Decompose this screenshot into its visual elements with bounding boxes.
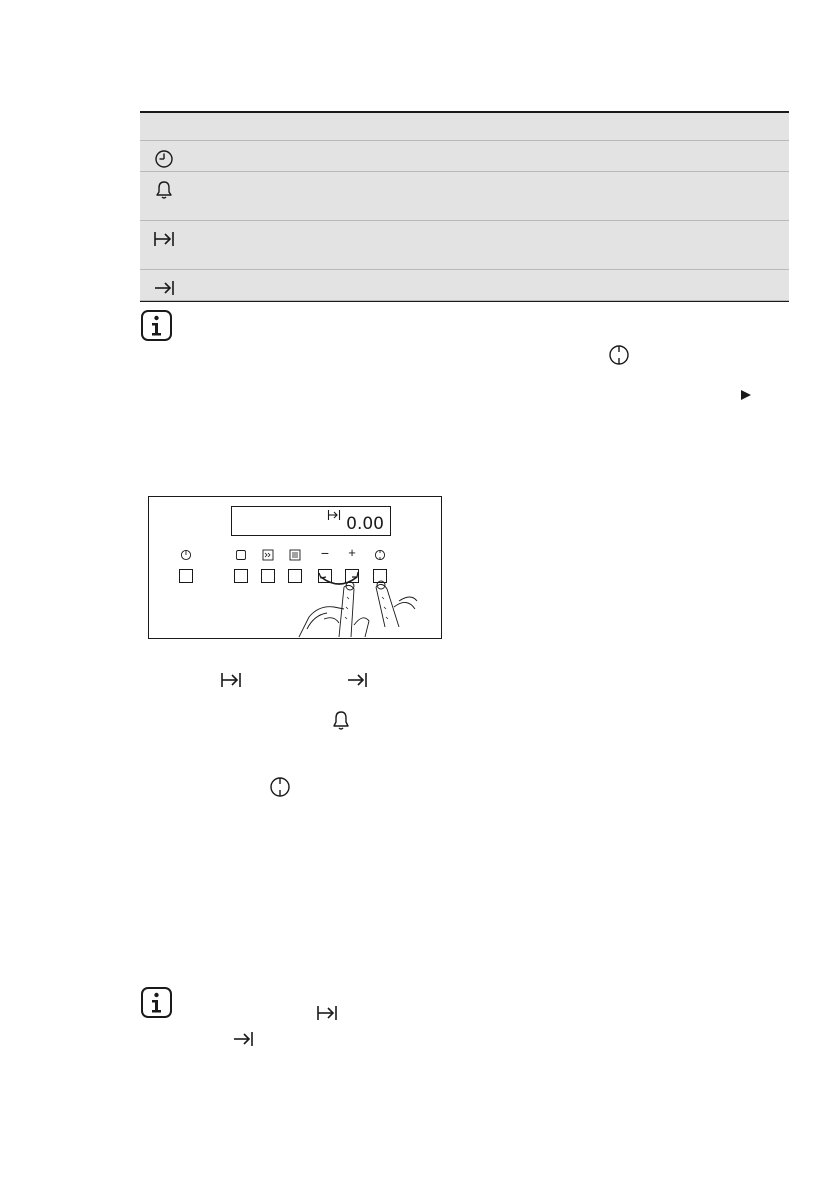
- bell-icon: [152, 180, 176, 198]
- end-icon: [152, 278, 176, 296]
- plus-label: +: [348, 545, 356, 560]
- table-bottom-rule: [140, 301, 789, 302]
- hands-illustration: [149, 497, 441, 638]
- end-icon: [345, 670, 369, 695]
- arrow-right-icon: [740, 388, 752, 406]
- info-icon: [141, 987, 171, 1017]
- bell-icon: [329, 710, 353, 737]
- display-readout: 0.00: [346, 514, 384, 534]
- duration-icon: [315, 1003, 339, 1028]
- power-clock-icon: [269, 776, 291, 803]
- info-note-1: [141, 308, 789, 408]
- table-row: [140, 270, 789, 301]
- steps: [141, 668, 789, 808]
- end-icon: [231, 1029, 255, 1054]
- power-clock-icon: [608, 344, 630, 371]
- table-row: [140, 141, 789, 172]
- table-row: [140, 221, 789, 270]
- table-row: [140, 172, 789, 221]
- info-note-2: [141, 985, 789, 1055]
- duration-icon: [152, 229, 176, 247]
- duration-icon: [219, 670, 243, 695]
- info-icon: [141, 310, 171, 340]
- oven-control-panel-diagram: [148, 496, 442, 639]
- minus-label: −: [320, 545, 330, 561]
- table-header-row: [140, 113, 789, 141]
- clock-icon: [152, 149, 176, 167]
